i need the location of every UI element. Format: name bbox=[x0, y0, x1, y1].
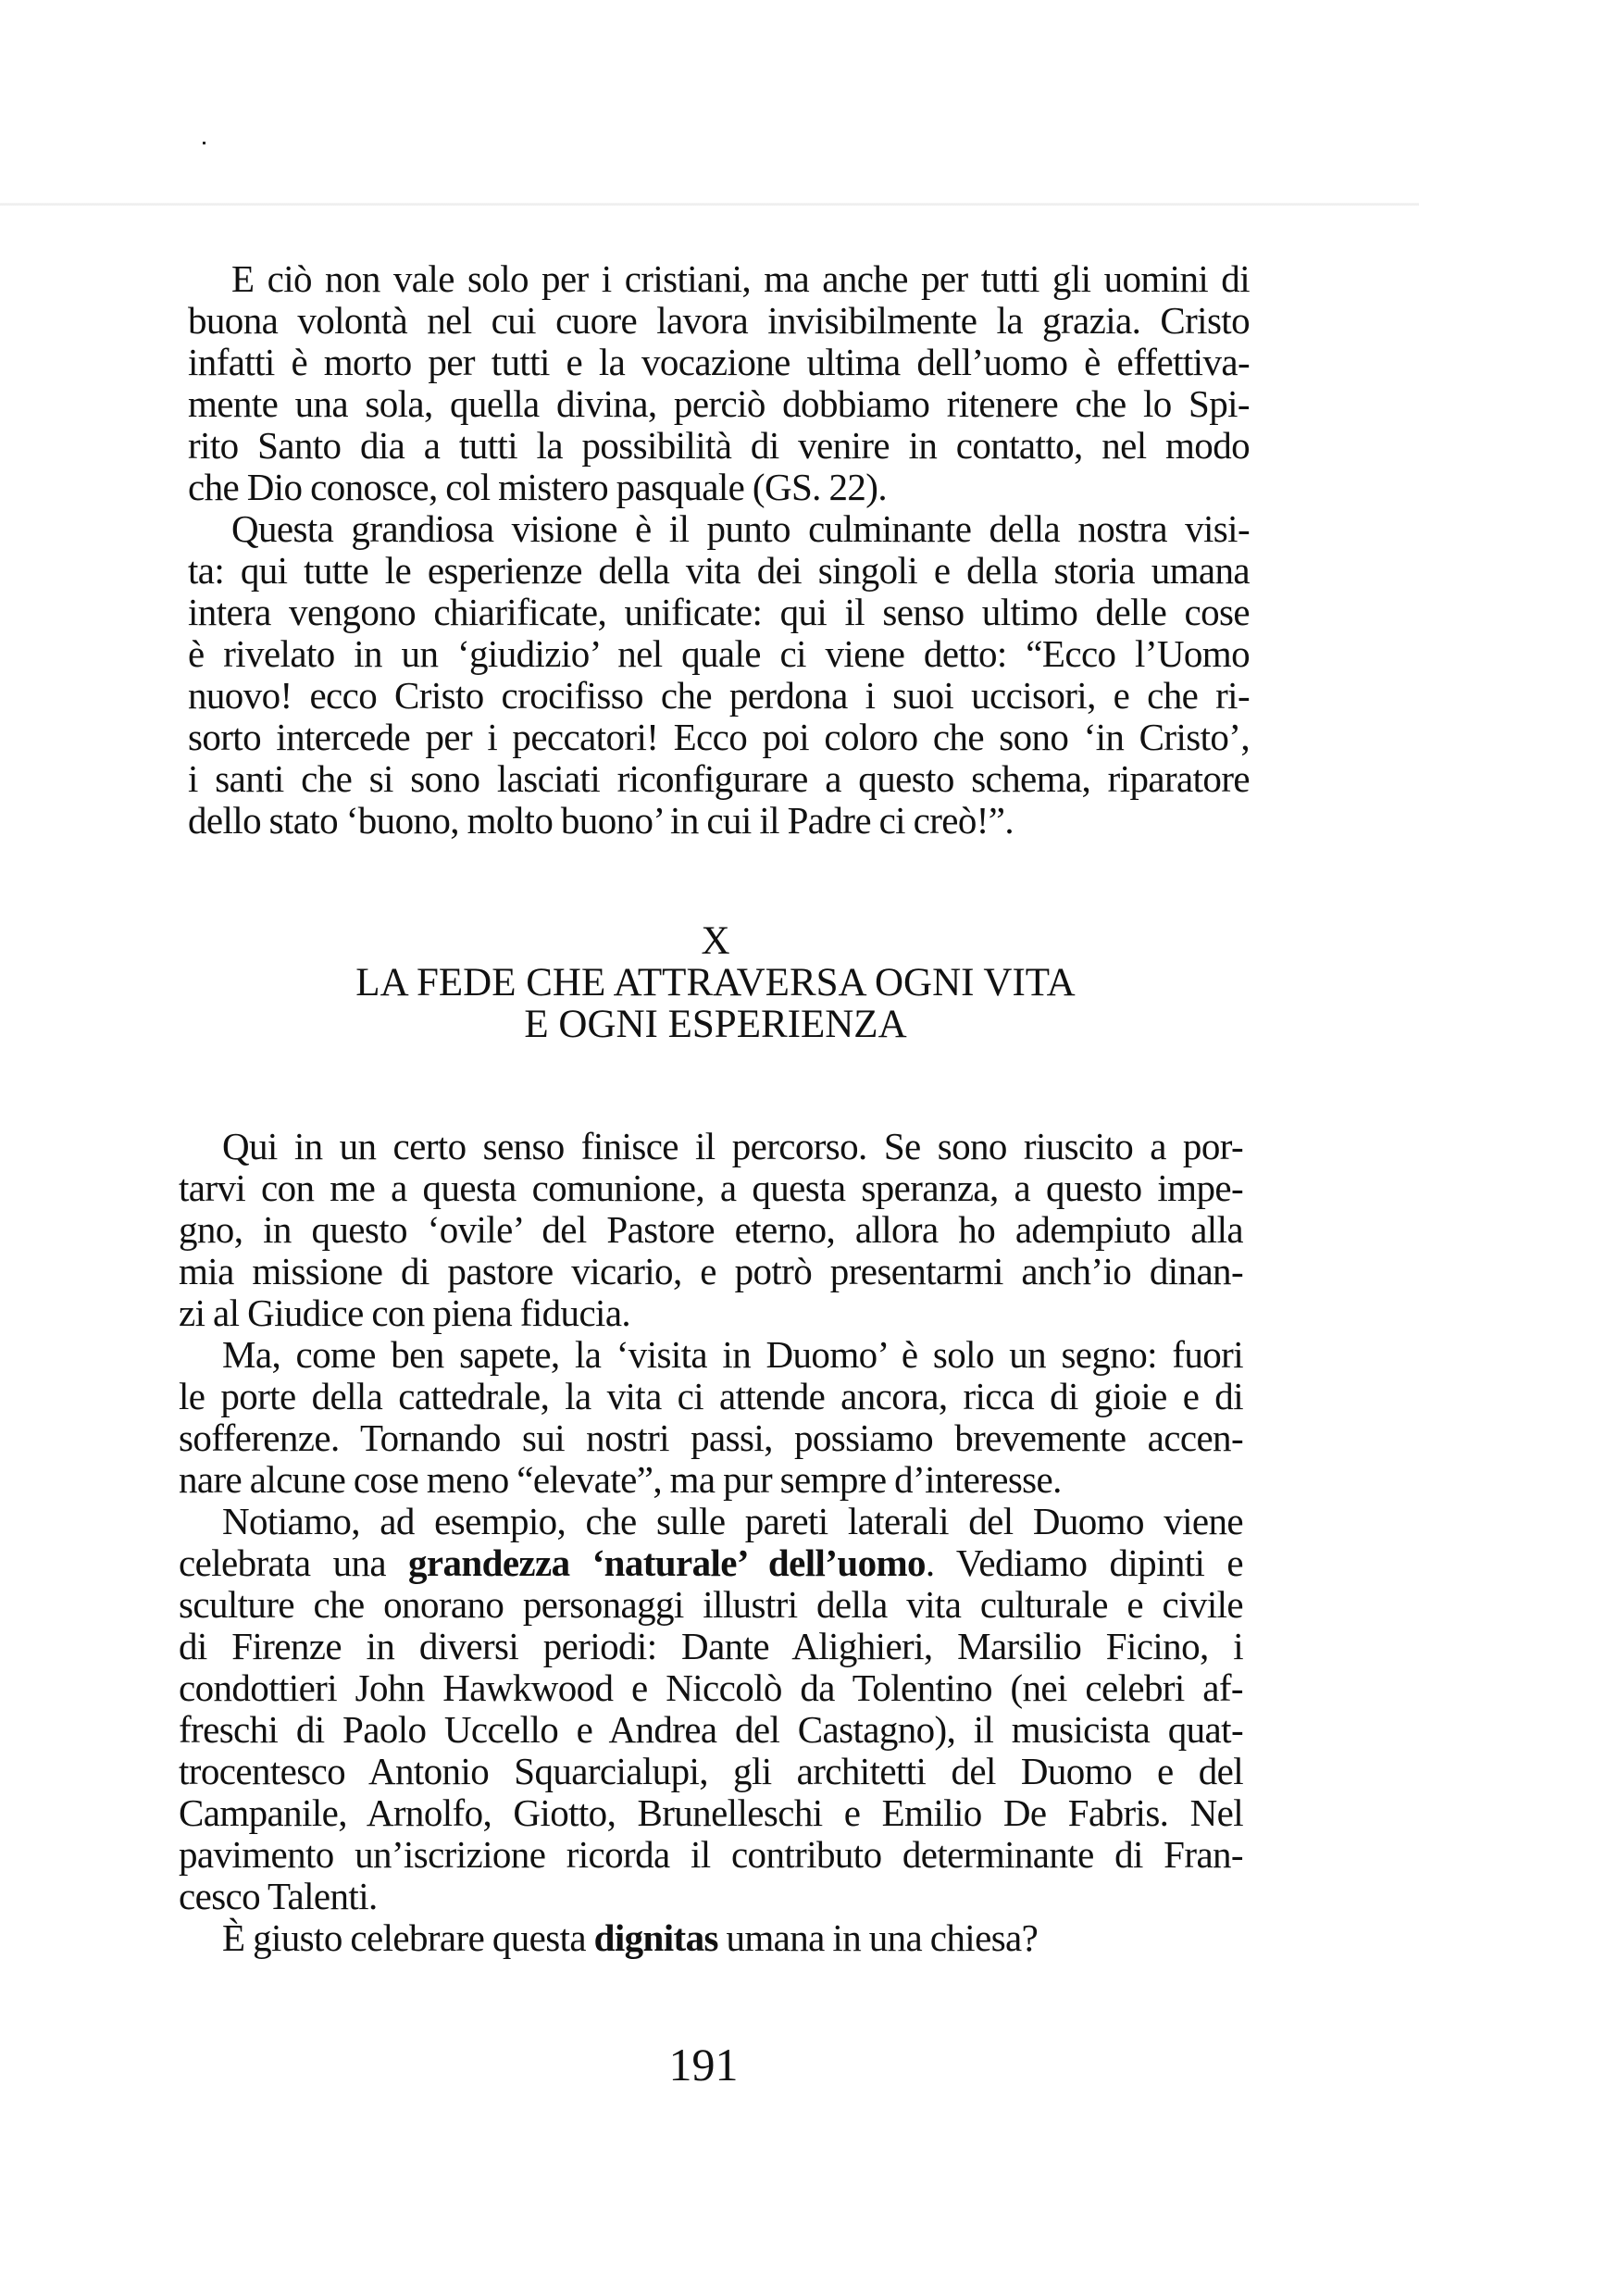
text-line: cesco Talenti. bbox=[179, 1875, 378, 1917]
text-line: sorto intercede per i peccatori! Ecco poi coloro che sono ‘in Cristo’, bbox=[188, 716, 1250, 758]
text-line bbox=[179, 1542, 1243, 1584]
text-line: i santi che si sono lasciati riconfigurare a questo schema, riparatore bbox=[188, 757, 1250, 800]
text-line: che Dio conosce, col mistero pasquale (GS. 22). bbox=[188, 466, 887, 508]
scan-speck bbox=[203, 142, 205, 144]
page-number: 191 bbox=[668, 2039, 739, 2090]
text-line: ta: qui tutte le esperienze della vita dei singoli e della storia umana bbox=[188, 549, 1250, 592]
text-run: celebrata una bbox=[179, 1541, 409, 1584]
text-line: nare alcune cose meno “elevate”, ma pur sempre d’interesse. bbox=[179, 1458, 1062, 1501]
text-run: . Vediamo dipinti e bbox=[925, 1541, 1243, 1584]
text-line: le porte della cattedrale, la vita ci attende ancora, ricca di gioie e di bbox=[179, 1375, 1243, 1417]
text-line: è rivelato in un ‘giudizio’ nel quale ci viene detto: “Ecco l’Uomo bbox=[188, 632, 1250, 675]
text-line: sculture che onorano personaggi illustri della vita culturale e civile bbox=[179, 1583, 1243, 1626]
text-line: nuovo! ecco Cristo crocifisso che perdona i suoi uccisori, e che ri- bbox=[188, 674, 1250, 717]
chapter-numeral: X bbox=[701, 919, 730, 963]
text-line bbox=[179, 1917, 1243, 1959]
text-line: Notiamo, ad esempio, che sulle pareti laterali del Duomo viene bbox=[222, 1500, 1243, 1542]
text-line: di Firenze in diversi periodi: Dante Alighieri, Marsilio Ficino, i bbox=[179, 1625, 1243, 1667]
text-line: sofferenze. Tornando sui nostri passi, possiamo brevemente accen- bbox=[179, 1416, 1243, 1459]
text-line: tarvi con me a questa comunione, a questa speranza, a questo impe- bbox=[179, 1167, 1243, 1209]
text-line: Campanile, Arnolfo, Giotto, Brunelleschi e Emilio De Fabris. Nel bbox=[179, 1791, 1243, 1834]
text-line: buona volontà nel cui cuore lavora invisibilmente la grazia. Cristo bbox=[188, 299, 1250, 342]
text-line: infatti è morto per tutti e la vocazione ultima dell’uomo è effettiva- bbox=[188, 341, 1250, 383]
section-1-body bbox=[188, 258, 1250, 842]
text-line: zi al Giudice con piena fiducia. bbox=[179, 1292, 631, 1334]
text-line: rito Santo dia a tutti la possibilità di venire in contatto, nel modo bbox=[188, 424, 1250, 467]
text-line: intera vengono chiarificate, unificate: qui il senso ultimo delle cose bbox=[188, 591, 1250, 633]
section-2-body bbox=[179, 1126, 1243, 1959]
chapter-title-line-1: LA FEDE CHE ATTRAVERSA OGNI VITA bbox=[355, 961, 1076, 1004]
text-line: mia missione di pastore vicario, e potrò presentarmi anch’io dinan- bbox=[179, 1250, 1243, 1292]
text-line: Qui in un certo senso finisce il percorso. Se sono riuscito a por- bbox=[222, 1125, 1243, 1167]
text-run: umana in una chiesa? bbox=[717, 1916, 1039, 1959]
text-line: trocentesco Antonio Squarcialupi, gli architetti del Duomo e del bbox=[179, 1750, 1243, 1792]
text-line: condottieri John Hawkwood e Niccolò da Tolentino (nei celebri af- bbox=[179, 1666, 1243, 1709]
text-line: mente una sola, quella divina, perciò dobbiamo ritenere che lo Spi- bbox=[188, 382, 1250, 425]
text-line: Questa grandiosa visione è il punto culminante della nostra visi- bbox=[231, 507, 1250, 550]
text-run: È giusto celebrare questa bbox=[222, 1916, 594, 1959]
bold-emphasis: dignitas bbox=[593, 1916, 718, 1959]
scan-edge-line bbox=[0, 203, 1419, 206]
text-line: dello stato ‘buono, molto buono’ in cui il Padre ci creò!”. bbox=[188, 799, 1014, 842]
text-line: E ciò non vale solo per i cristiani, ma anche per tutti gli uomini di bbox=[231, 257, 1250, 300]
text-line: gno, in questo ‘ovile’ del Pastore eterno, allora ho adempiuto alla bbox=[179, 1208, 1243, 1251]
chapter-title-line-2: E OGNI ESPERIENZA bbox=[524, 1003, 907, 1046]
bold-emphasis: grandezza ‘naturale’ dell’uomo bbox=[408, 1541, 926, 1584]
chapter-heading bbox=[179, 920, 1252, 1045]
text-line: pavimento un’iscrizione ricorda il contributo determinante di Fran- bbox=[179, 1833, 1243, 1876]
text-line: freschi di Paolo Uccello e Andrea del Castagno), il musicista quat- bbox=[179, 1708, 1243, 1751]
text-line: Ma, come ben sapete, la ‘visita in Duomo’ è solo un segno: fuori bbox=[222, 1333, 1243, 1376]
